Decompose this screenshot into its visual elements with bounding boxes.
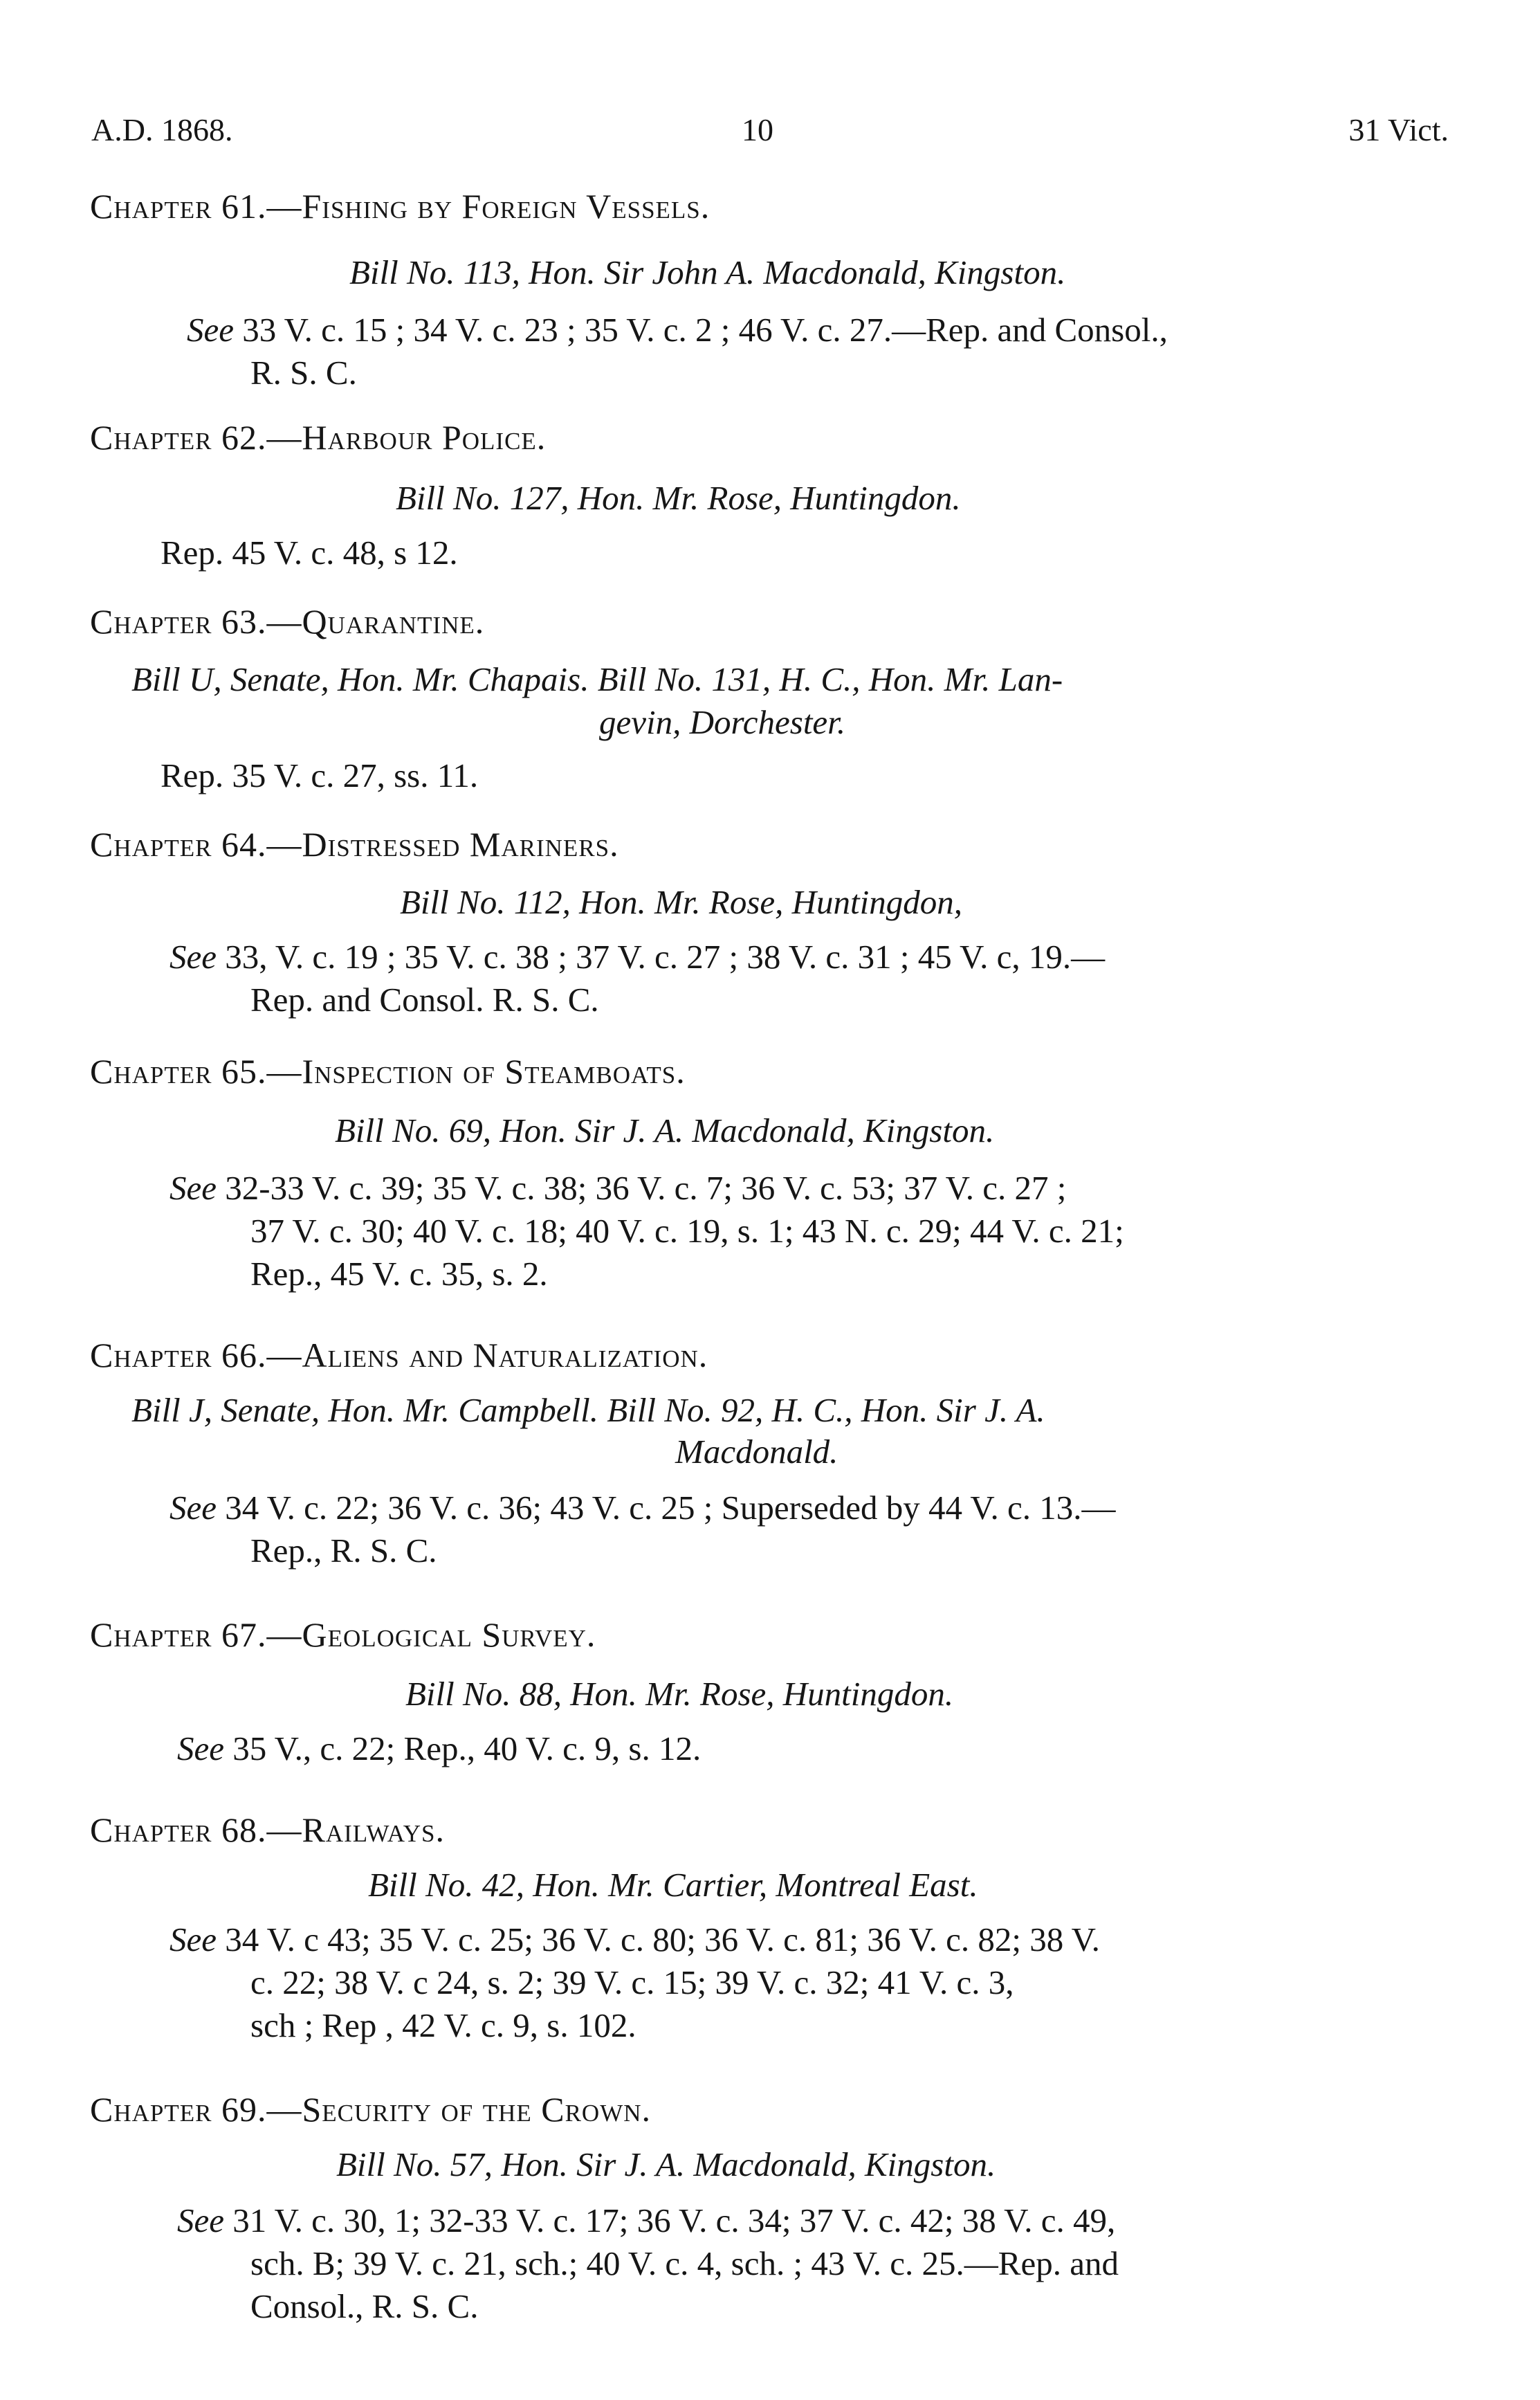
statute-references-cont: Rep. and Consol. R. S. C.	[250, 981, 599, 1019]
statute-references: See 34 V. c 43; 35 V. c. 25; 36 V. c. 80; 36 V. c. 81; 36 V. c. 82; 38 V.	[169, 1920, 1100, 1958]
chapter-heading: Chapter 63.—Quarantine.	[90, 602, 485, 641]
chapter-heading: Chapter 66.—Aliens and Naturalization.	[90, 1336, 708, 1374]
chapter-heading: Chapter 69.—Security of the Crown.	[90, 2090, 652, 2129]
chapter-heading: Chapter 61.—Fishing by Foreign Vessels.	[90, 187, 711, 226]
statute-references-cont: 37 V. c. 30; 40 V. c. 18; 40 V. c. 19, s. 1; 43 N. c. 29; 44 V. c. 21;	[250, 1212, 1124, 1250]
bill-reference: Bill No. 69, Hon. Sir J. A. Macdonald, Kingston.	[335, 1111, 995, 1149]
chapter-heading: Chapter 65.—Inspection of Steamboats.	[90, 1052, 686, 1091]
statute-references-cont: c. 22; 38 V. c 24, s. 2; 39 V. c. 15; 39 V. c. 32; 41 V. c. 3,	[250, 1963, 1014, 2001]
bill-reference: Bill No. 127, Hon. Mr. Rose, Huntingdon.	[396, 479, 961, 517]
statute-references: Rep. 35 V. c. 27, ss. 11.	[161, 756, 479, 794]
chapter-heading: Chapter 67.—Geological Survey.	[90, 1615, 596, 1654]
header-year: A.D. 1868.	[91, 112, 233, 147]
bill-reference: Bill U, Senate, Hon. Mr. Chapais. Bill No. 131, H. C., Hon. Mr. Lan-	[131, 660, 1063, 698]
statute-references-cont: sch. B; 39 V. c. 21, sch.; 40 V. c. 4, sch. ; 43 V. c. 25.—Rep. and	[250, 2244, 1119, 2282]
bill-reference: Bill No. 42, Hon. Mr. Cartier, Montreal East.	[368, 1866, 978, 1904]
bill-reference-cont: gevin, Dorchester.	[599, 703, 846, 741]
bill-reference: Bill No. 88, Hon. Mr. Rose, Huntingdon.	[405, 1675, 954, 1713]
page-number: 10	[742, 112, 773, 147]
bill-reference: Bill No. 113, Hon. Sir John A. Macdonald, Kingston.	[349, 253, 1066, 291]
bill-reference-cont: Macdonald.	[675, 1433, 838, 1471]
statute-references: See 32-33 V. c. 39; 35 V. c. 38; 36 V. c. 7; 36 V. c. 53; 37 V. c. 27 ;	[169, 1169, 1067, 1207]
statute-references: See 33 V. c. 15 ; 34 V. c. 23 ; 35 V. c. 2 ; 46 V. c. 27.—Rep. and Consol.,	[187, 311, 1168, 349]
statute-references-cont: R. S. C.	[250, 354, 357, 392]
statute-references: See 33, V. c. 19 ; 35 V. c. 38 ; 37 V. c. 27 ; 38 V. c. 31 ; 45 V. c, 19.—	[169, 938, 1106, 976]
statute-references: Rep. 45 V. c. 48, s 12.	[161, 534, 458, 572]
chapter-heading: Chapter 62.—Harbour Police.	[90, 418, 547, 457]
statute-references-cont: Rep., R. S. C.	[250, 1531, 437, 1570]
statute-references-cont: sch ; Rep , 42 V. c. 9, s. 102.	[250, 2006, 636, 2044]
bill-reference: Bill No. 112, Hon. Mr. Rose, Huntingdon,	[400, 883, 963, 921]
statute-references: See 35 V., c. 22; Rep., 40 V. c. 9, s. 12.	[177, 1729, 702, 1767]
chapter-heading: Chapter 68.—Railways.	[90, 1810, 446, 1849]
bill-reference: Bill J, Senate, Hon. Mr. Campbell. Bill No. 92, H. C., Hon. Sir J. A.	[131, 1391, 1045, 1429]
chapter-heading: Chapter 64.—Distressed Mariners.	[90, 825, 619, 864]
statute-references-cont: Rep., 45 V. c. 35, s. 2.	[250, 1255, 548, 1293]
statute-references-cont: Consol., R. S. C.	[250, 2287, 479, 2325]
running-header	[91, 111, 1449, 159]
header-regnal-year: 31 Vict.	[1348, 112, 1449, 147]
statute-references: See 34 V. c. 22; 36 V. c. 36; 43 V. c. 25 ; Superseded by 44 V. c. 13.—	[169, 1489, 1116, 1527]
bill-reference: Bill No. 57, Hon. Sir J. A. Macdonald, Kingston.	[336, 2145, 996, 2183]
statute-references: See 31 V. c. 30, 1; 32-33 V. c. 17; 36 V. c. 34; 37 V. c. 42; 38 V. c. 49,	[177, 2201, 1116, 2239]
